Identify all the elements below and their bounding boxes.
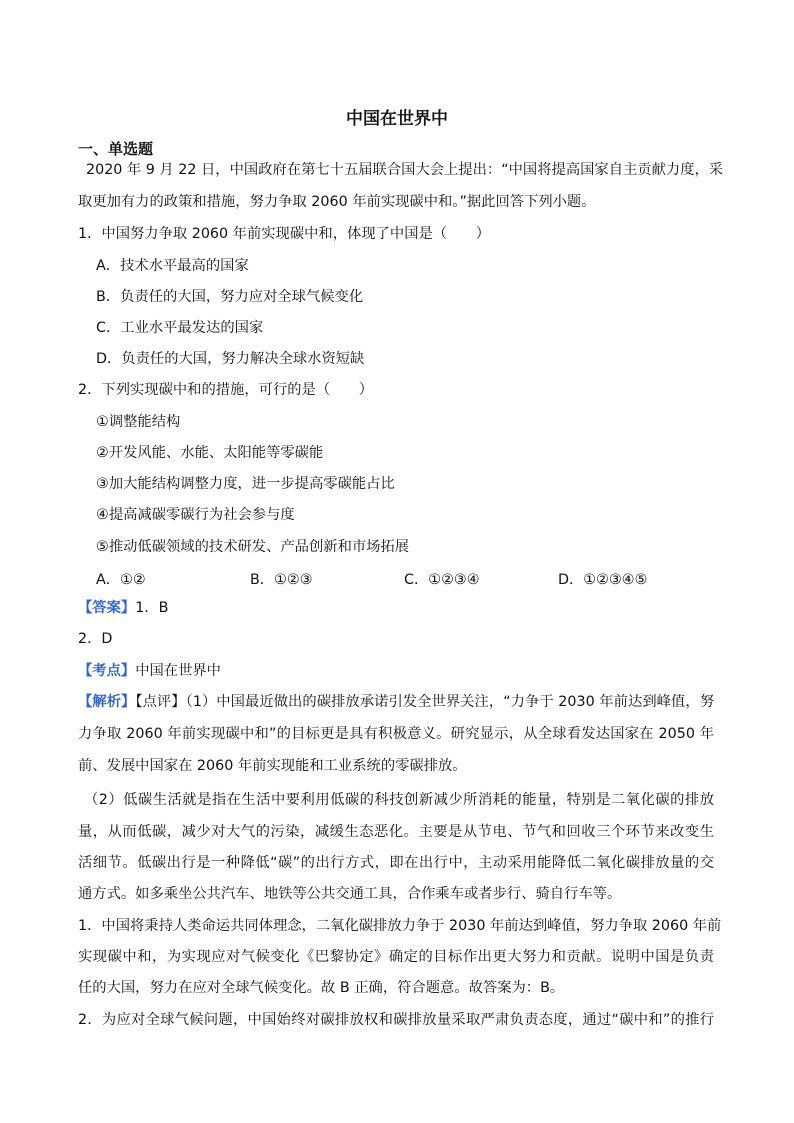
answer-1: 1．B — [135, 600, 169, 616]
question-2-item-4: ④提高减碳零碳行为社会参与度 — [96, 507, 295, 523]
analysis-text-1: 【点评】（1）中国最近做出的碳排放承诺引发全世界关注，“力争于 2030 年前达到峰值，努 — [135, 694, 714, 710]
analysis-line-2: 力争取 2060 年前实现碳中和”的目标更是具有积极意义。研究显示，从全球看发达国家在 2050 年 — [78, 726, 714, 742]
question-1-option-c: C．工业水平最发达的国家 — [96, 320, 264, 336]
intro-line-2: 取更加有力的政策和措施，努力争取 2060 年前实现碳中和。”据此回答下列小题。 — [78, 194, 596, 210]
analysis-line-11: 2．为应对全球气候问题，中国始终对碳排放权和碳排放量采取严肃负责态度，通过“碳中和”的推行 — [78, 1012, 714, 1028]
question-1-option-a: A．技术水平最高的国家 — [96, 258, 249, 274]
question-1-option-b: B．负责任的大国，努力应对全球气候变化 — [96, 289, 364, 305]
question-1-option-d: D．负责任的大国，努力解决全球水资短缺 — [96, 351, 365, 367]
question-2-item-2: ②开发风能、水能、太阳能等零碳能 — [96, 445, 324, 461]
kaodian-text: 中国在世界中 — [135, 663, 221, 679]
question-2-options — [96, 570, 736, 590]
section-heading: 一、单选题 — [78, 140, 154, 158]
question-2-item-3: ③加大能结构调整力度，进一步提高零碳能占比 — [96, 476, 395, 492]
analysis-tag: 【解析】 — [78, 694, 136, 710]
page-title: 中国在世界中 — [346, 109, 448, 129]
question-2-option-c: C．①②③④ — [404, 572, 480, 588]
question-2-option-d: D．①②③④⑤ — [558, 572, 648, 588]
answer-tag: 【答案】 — [78, 600, 136, 616]
question-2-stem: 2．下列实现碳中和的措施，可行的是（ ） — [78, 382, 374, 398]
analysis-line-1 — [78, 692, 714, 712]
kaodian-tag: 【考点】 — [78, 663, 136, 679]
question-2-item-1: ①调整能结构 — [96, 414, 181, 430]
kaodian-line — [78, 661, 221, 681]
question-2-option-a: A．①② — [96, 572, 146, 588]
analysis-line-3: 前、发展中国家在 2060 年前实现能和工业系统的零碳排放。 — [78, 758, 467, 774]
analysis-line-8: 1．中国将秉持人类命运共同体理念，二氧化碳排放力争于 2030 年前达到峰值，努力争取 2060 年前 — [78, 918, 722, 934]
analysis-line-7: 通方式。如多乘坐公共汽车、地铁等公共交通工具，合作乘车或者步行、骑自行车等。 — [78, 886, 622, 902]
question-2-item-5: ⑤推动低碳领域的技术研发、产品创新和市场拓展 — [96, 539, 410, 555]
question-2-option-b: B．①②③ — [250, 572, 313, 588]
intro-line-1: 2020 年 9 月 22 日，中国政府在第七十五届联合国大会上提出：“中国将提高国家自主贡献力度，采 — [86, 162, 724, 178]
answer-2: 2．D — [78, 631, 113, 647]
analysis-line-10: 任的大国，努力在应对全球气候变化。故 B 正确，符合题意。故答案为：B。 — [78, 980, 565, 996]
analysis-line-5: 量，从而低碳，减少对大气的污染，减缓生态恶化。主要是从节电、节气和回收三个环节来改变生 — [78, 824, 714, 840]
question-1-stem: 1．中国努力争取 2060 年前实现碳中和，体现了中国是（ ） — [78, 226, 490, 242]
analysis-line-6: 活细节。低碳出行是一种降低“碳”的出行方式，即在出行中，主动采用能降低二氧化碳排放量的交 — [78, 855, 714, 871]
analysis-line-4: （2）低碳生活就是指在生活中要利用低碳的科技创新减少所消耗的能量，特别是二氧化碳的排放 — [84, 792, 714, 808]
analysis-line-9: 实现碳中和，为实现应对气候变化《巴黎协定》确定的目标作出更大努力和贡献。说明中国是负责 — [78, 949, 714, 965]
answer-line-1 — [78, 598, 168, 618]
